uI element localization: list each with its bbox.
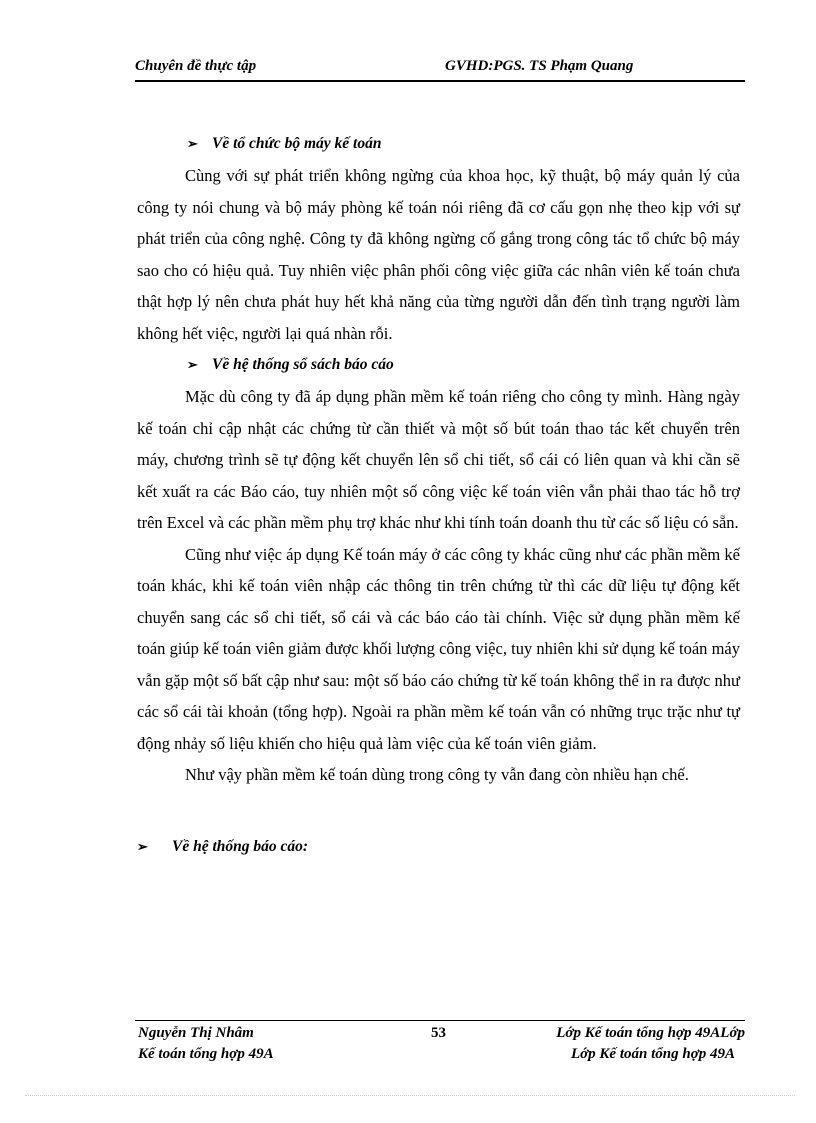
footer-author: Nguyễn Thị Nhâm [138,1025,254,1041]
arrow-bullet-icon: ➢ [137,838,148,854]
section-heading-books-reports [137,349,740,381]
document-body [137,128,740,863]
page-break-divider [25,1095,795,1096]
paragraph: Mặc dù công ty đã áp dụng phần mềm kế toán riêng cho công ty mình. Hàng ngày kế toán chỉ cập nhật các chứng từ cần thiết và một số bút toán thao tác kết chuyển trên máy, chương trình sẽ tự động kết chuyển lên sổ chi tiết, sổ cái có liên quan và khi cần sẽ kết xuất ra các Báo cáo, tuy nhiên một số công việc kế toán viên vẫn phải thao tác hỗ trợ trên Excel và các phần mềm phụ trợ khác như khi tính toán doanh thu từ các số liệu có sẵn. [137,387,740,532]
footer-author-class: Kế toán tổng hợp 49A [138,1046,274,1062]
section-heading-reporting-system [137,831,740,863]
footer-class-line2: Lớp Kế toán tổng hợp 49A [570,1046,735,1062]
arrow-bullet-icon: ➢ [187,136,198,151]
section-heading-text: Về hệ thống sổ sách báo cáo [212,356,394,373]
section-heading-text: Về tổ chức bộ máy kế toán [212,135,382,152]
paragraph: Cùng với sự phát triển không ngừng của khoa học, kỹ thuật, bộ máy quản lý của công ty nói chung và bộ máy phòng kế toán nói riêng đã cơ cấu gọn nhẹ theo kịp với sự phát triển của công nghệ. Công ty đã không ngừng cố gắng trong công tác tổ chức bộ máy sao cho có hiệu quả. Tuy nhiên việc phân phối công việc giữa các nhân viên kế toán chưa thật hợp lý nên chưa phát huy hết khả năng của từng người dẫn đến tình trạng người làm không hết việc, người lại quá nhàn rỗi. [137,166,740,343]
arrow-bullet-icon: ➢ [187,357,198,372]
section-heading-accounting-apparatus [137,128,740,160]
spacer [137,791,740,831]
footer-class-line1: Lớp Kế toán tổng hợp 49ALớp [556,1025,745,1041]
header-supervisor: GVHD:PGS. TS Phạm Quang [445,58,634,74]
page-number: 53 [431,1025,446,1041]
page-footer [135,1020,745,1069]
paragraph: Như vậy phần mềm kế toán dùng trong công ty vẫn đang còn nhiều hạn chế. [185,765,689,784]
header-title: Chuyên đề thực tập [135,58,257,74]
section-heading-text: Về hệ thống báo cáo: [172,837,309,855]
page-header [135,58,745,82]
paragraph: Cũng như việc áp dụng Kế toán máy ở các công ty khác cũng như các phần mềm kế toán khác, khi kế toán viên nhập các thông tin trên chứng từ thì các dữ liệu tự động kết chuyển sang các sổ chi tiết, sổ cái và các báo cáo tài chính. Việc sử dụng phần mềm kế toán giúp kế toán viên giảm được khối lượng công việc, tuy nhiên khi sử dụng kế toán máy vẫn gặp một số bất cập như sau: một số báo cáo chứng từ kế toán không thể in ra được như các sổ cái tài khoản (tổng hợp). Ngoài ra phần mềm kế toán vẫn có những trục trặc như tự động nhảy số liệu khiến cho hiệu quả làm việc của kế toán viên giảm. [137,544,740,753]
